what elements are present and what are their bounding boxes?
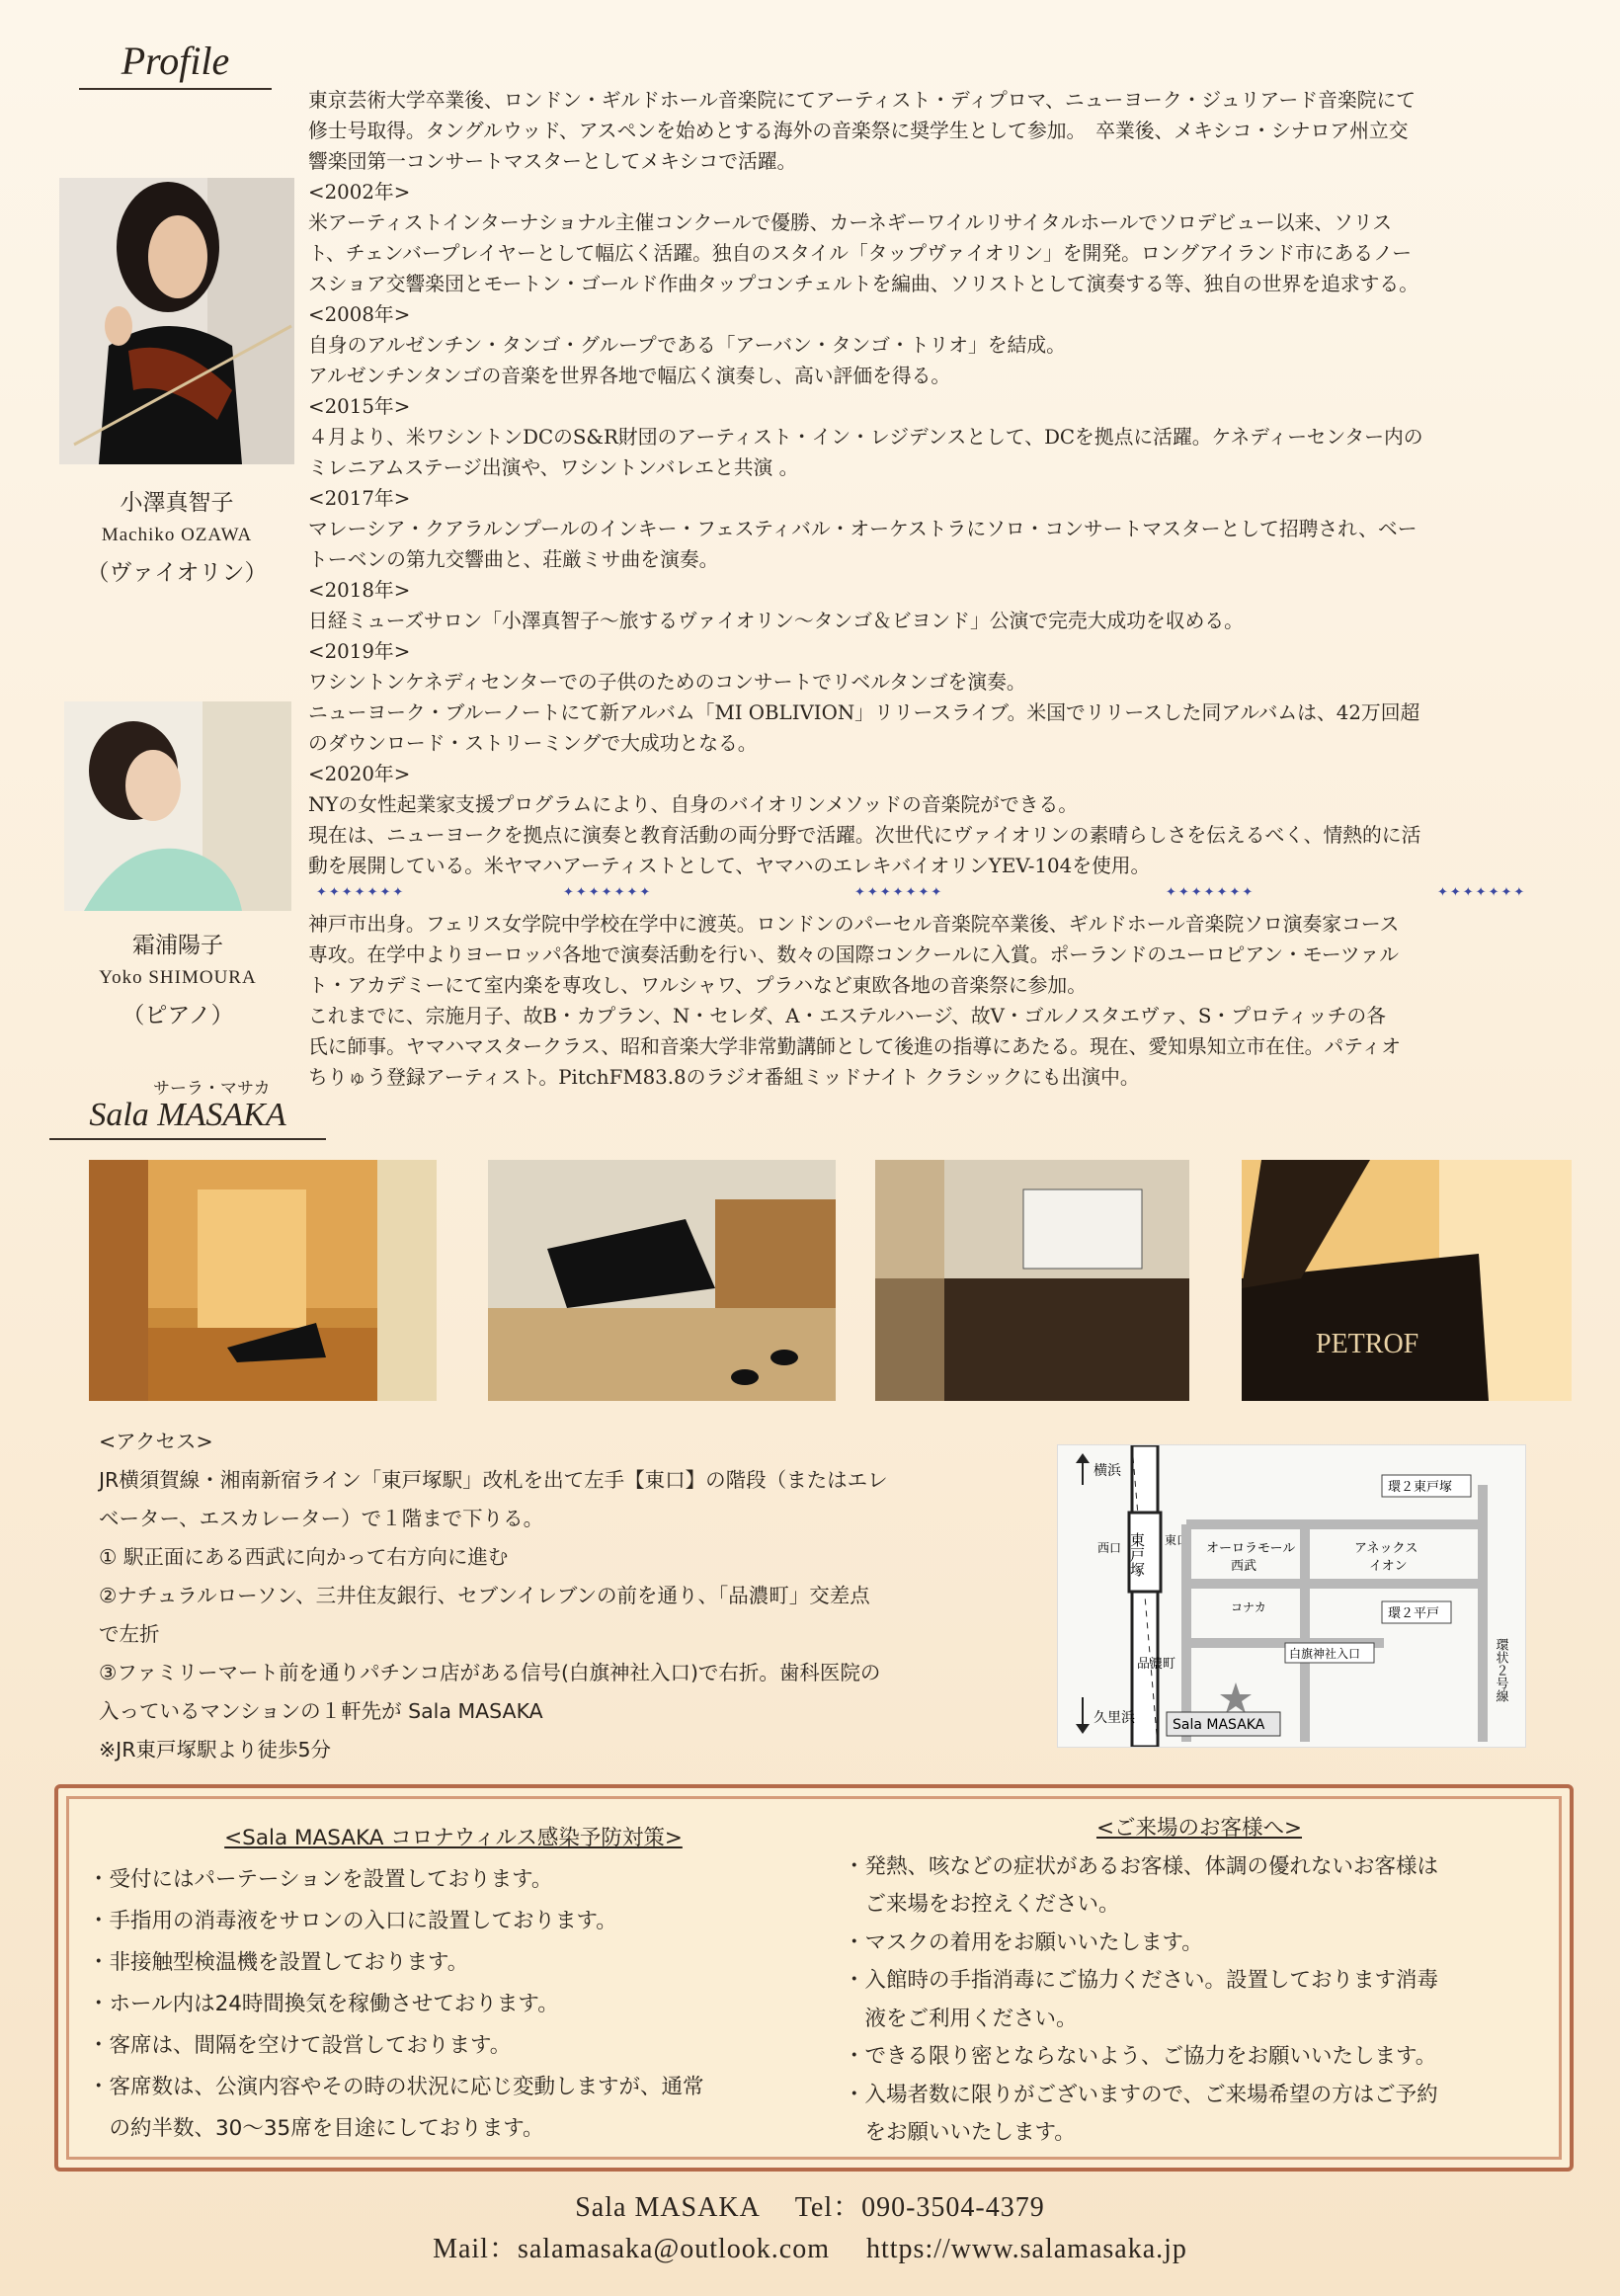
piano-brand: PETROF [1316,1329,1419,1359]
notice-left-item: ・非接触型検温機を設置しております。 [88,1950,469,1975]
bio-line: アルゼンチンタンゴの音楽を世界各地で幅広く演奏し、高い評価を得る。 [308,365,951,387]
notice-left-item: ・客席数は、公演内容やその時の状況に応じ変動しますが、通常 [88,2075,704,2099]
map-west-exit: 西口 [1097,1541,1122,1555]
map-kurihama: 久里浜 [1094,1710,1135,1726]
access-line: ③ファミリーマート前を通りパチンコ店がある信号(白旗神社入口)で右折。歯科医院の [99,1661,881,1684]
map-kan2-higashitotsuka: 環２東戸塚 [1388,1480,1453,1495]
bio-line: これまでに、宗施月子、故B・カプラン、N・セレダ、A・エステルハージ、故V・ゴルノスタエヴァ、S・プロティッチの各 [308,1005,1386,1027]
violinist-photo [59,178,294,464]
bio-line: ４月より、米ワシントンDCのS&R財団のアーティスト・イン・レジデンスとして、DCを拠点に活躍。ケネディーセンター内の [308,426,1423,449]
map-aurora: オーロラモール [1206,1541,1296,1556]
pianist-name-jp: 霜浦陽子 [132,933,223,957]
notice-right-item: 液をご利用ください。 [844,2006,1078,2031]
bio-line: マレーシア・クアラルンプールのインキー・フェスティバル・オーケストラにソロ・コンサートマスターとして招聘され、ベー [308,518,1418,540]
star-ornament: ✦✦✦✦✦✦✦ [316,885,406,900]
star-ornament: ✦✦✦✦✦✦✦ [1166,885,1256,900]
notice-right-item: ・入館時の手指消毒にご協力ください。設置しております消毒 [844,1968,1439,1993]
map-yokohama: 横浜 [1094,1463,1121,1479]
star-ornament: ✦✦✦✦✦✦✦ [563,885,653,900]
bio-line: トーベンの第九交響曲と、荘厳ミサ曲を演奏。 [308,548,719,571]
bio-line: ト・アカデミーにて室内楽を専攻し、ワルシャワ、プラハなど東欧各地の音楽祭に参加。 [308,974,1087,997]
map-shirahata: 白旗神社入口 [1289,1647,1361,1661]
notice-right-item: ご来場をお控えください。 [844,1892,1120,1917]
notice-right-item: ・マスクの着用をお願いいたします。 [844,1929,1203,1955]
notice-right-heading: <ご来場のお客様へ> [1095,1816,1303,1841]
access-line: で左折 [99,1622,160,1646]
bio-line: 自身のアルゼンチン・タンゴ・グループである「アーバン・タンゴ・トリオ」を結成。 [308,334,1066,357]
access-line: JR横須賀線・湘南新宿ライン「東戸塚駅」改札を出て左手【東口】の階段（またはエレ [99,1468,888,1492]
notice-right-item: をお願いいたします。 [844,2120,1076,2145]
hall-photo-1 [89,1160,437,1401]
map-east-exit: 東口 [1165,1533,1189,1547]
violinist-biography [308,85,1573,881]
bio-line: 響楽団第一コンサートマスターとしてメキシコで活躍。 [308,150,797,173]
map-shinanocho: 品濃町 [1137,1657,1176,1672]
bio-line: 動を展開している。米ヤマハアーティストとして、ヤマハのエレキバイオリンYEV-104を使用。 [308,855,1151,877]
star-divider [308,885,1573,907]
map-kan2-route: 環状２号線 [1493,1638,1508,1702]
footer-web: Mail：salamasaka@outlook.com https://www.salamasaka.jp [433,2234,1187,2264]
star-ornament: ✦✦✦✦✦✦✦ [854,885,944,900]
access-directions [99,1423,1008,1769]
bio-line: 修士号取得。タングルウッド、アスペンを始めとする海外の音楽祭に奨学生として参加。 卒業後、メキシコ・シナロア州立交 [308,120,1409,142]
violinist-name-jp: 小澤真智子 [120,490,234,515]
notice-right-item: ・できる限り密とならないよう、ご協力をお願いいたします。 [844,2044,1437,2069]
bio-line: <2017年> [308,487,411,510]
bio-line: <2018年> [308,579,411,602]
notice-left-item: の約半数、30〜35席を目途にしております。 [88,2116,544,2141]
bio-line: <2020年> [308,763,411,785]
sala-kana: サーラ・マサカ [153,1079,271,1099]
bio-line: 氏に師事。ヤマハマスタークラス、昭和音楽大学非常勤講師として後進の指導にあたる。現在、愛知県知立市在住。パティオ [308,1035,1401,1058]
violinist-instrument: （ヴァイオリン） [86,560,268,585]
map-sala: Sala MASAKA [1173,1717,1265,1733]
bio-line: のダウンロード・ストリーミングで大成功となる。 [308,732,758,755]
notice-left-item: ・手指用の消毒液をサロンの入口に設置しております。 [88,1909,617,1933]
bio-line: 神戸市出身。フェリス女学院中学校在学中に渡英。ロンドンのパーセル音楽院卒業後、ギルドホール音楽院ソロ演奏家コース [308,913,1400,936]
map-aeon: イオン [1369,1559,1408,1574]
violinist-name-en: Machiko OZAWA [101,525,253,545]
bio-line: 現在は、ニューヨークを拠点に演奏と教育活動の両分野で活躍。次世代にヴァイオリンの素晴らしさを伝えるべく、情熱的に活 [308,824,1421,847]
bio-line: 米アーティストインターナショナル主催コンクールで優勝、カーネギーワイルリサイタルホールでソロデビュー以来、ソリス [308,211,1393,234]
hall-photo-2 [488,1160,836,1401]
pianist-caption [64,927,291,1029]
notice-right-item: ・入場者数に限りがございますので、ご来場希望の方はご予約 [844,2082,1438,2107]
map-seibu: 西武 [1231,1559,1257,1574]
bio-line: 東京芸術大学卒業後、ロンドン・ギルドホール音楽院にてアーティスト・ディプロマ、ニューヨーク・ジュリアード音楽院にて [308,89,1417,112]
profile-heading: Profile [79,38,272,90]
bio-line: <2019年> [308,640,411,663]
access-map [1057,1444,1526,1748]
notice-box [54,1784,1574,2172]
access-heading: <アクセス> [99,1430,213,1453]
pianist-name-en: Yoko SHIMOURA [99,967,257,988]
access-line: ※JR東戸塚駅より徒歩5分 [99,1738,332,1762]
access-line: ベーター、エスカレーター）で１階まで下りる。 [99,1507,544,1530]
notice-left-heading: <Sala MASAKA コロナウィルス感染予防対策> [224,1826,683,1850]
bio-line: スショア交響楽団とモートン・ゴールド作曲タップコンチェルトを編曲、ソリストとして演奏する等、独自の世界を追求する。 [308,273,1418,295]
bio-line: <2002年> [308,181,411,204]
bio-line: 日経ミューズサロン「小澤真智子〜旅するヴァイオリン〜タンゴ＆ビヨンド」公演で完売大成功を収める。 [308,610,1244,632]
pianist-instrument: （ピアノ） [122,1003,234,1027]
access-line: ②ナチュラルローソン、三井住友銀行、セブンイレブンの前を通り、「品濃町」交差点 [99,1584,870,1607]
pianist-photo [64,701,291,911]
notice-left-item: ・客席は、間隔を空けて設営しております。 [88,2033,512,2058]
notice-left-item: ・ホール内は24時間換気を稼働させております。 [88,1992,559,2016]
bio-line: ちりゅう登録アーティスト。PitchFM83.8のラジオ番組ミッドナイト クラシックにも出演中。 [308,1066,1140,1089]
access-line: ① 駅正面にある西武に向かって右方向に進む [99,1545,509,1569]
pianist-biography [308,909,1573,1093]
map-konica: コナカ [1231,1600,1266,1614]
bio-line: <2008年> [308,303,411,326]
bio-line: ニューヨーク・ブルーノートにて新アルバム「MI OBLIVION」リリースライブ。米国でリリースした同アルバムは、42万回超 [308,701,1420,724]
notice-left-item: ・受付にはパーテーションを設置しております。 [88,1867,553,1892]
bio-line: ワシントンケネディセンターでの子供のためのコンサートでリベルタンゴを演奏。 [308,671,1026,694]
bio-line: <2015年> [308,395,411,418]
bio-line: NYの女性起業家支援プログラムにより、自身のバイオリンメソッドの音楽院ができる。 [308,793,1079,816]
sala-title: Sala MASAKA [49,1097,326,1140]
access-line: 入っているマンションの１軒先が Sala MASAKA [99,1699,543,1723]
infection-prevention-measures [88,1818,819,2150]
bio-line: ミレニアムステージ出演や、ワシントンバレエと共演 。 [308,456,799,479]
map-annex: アネックス [1354,1541,1418,1556]
star-ornament: ✦✦✦✦✦✦✦ [1437,885,1527,900]
violinist-caption [59,484,294,587]
hall-photo-3 [875,1160,1189,1401]
footer-contact: Sala MASAKA Tel：090-3504-4379 [575,2192,1045,2223]
hall-photo-4 [1242,1160,1572,1401]
bio-line: ト、チェンバープレイヤーとして幅広く活躍。独自のスタイル「タップヴァイオリン」を開発。ロングアイランド市にあるノー [308,242,1413,265]
notice-right-item: ・発熱、咳などの症状があるお客様、体調の優れないお客様は [844,1853,1439,1879]
map-kan2-hirado: 環２平戸 [1388,1606,1440,1621]
map-station: 東戸塚 [1128,1532,1146,1577]
visitor-notice [844,1810,1555,2153]
bio-line: 専攻。在学中よりヨーロッパ各地で演奏活動を行い、数々の国際コンクールに入賞。ポーランドのユーロピアン・モーツァル [308,943,1399,966]
